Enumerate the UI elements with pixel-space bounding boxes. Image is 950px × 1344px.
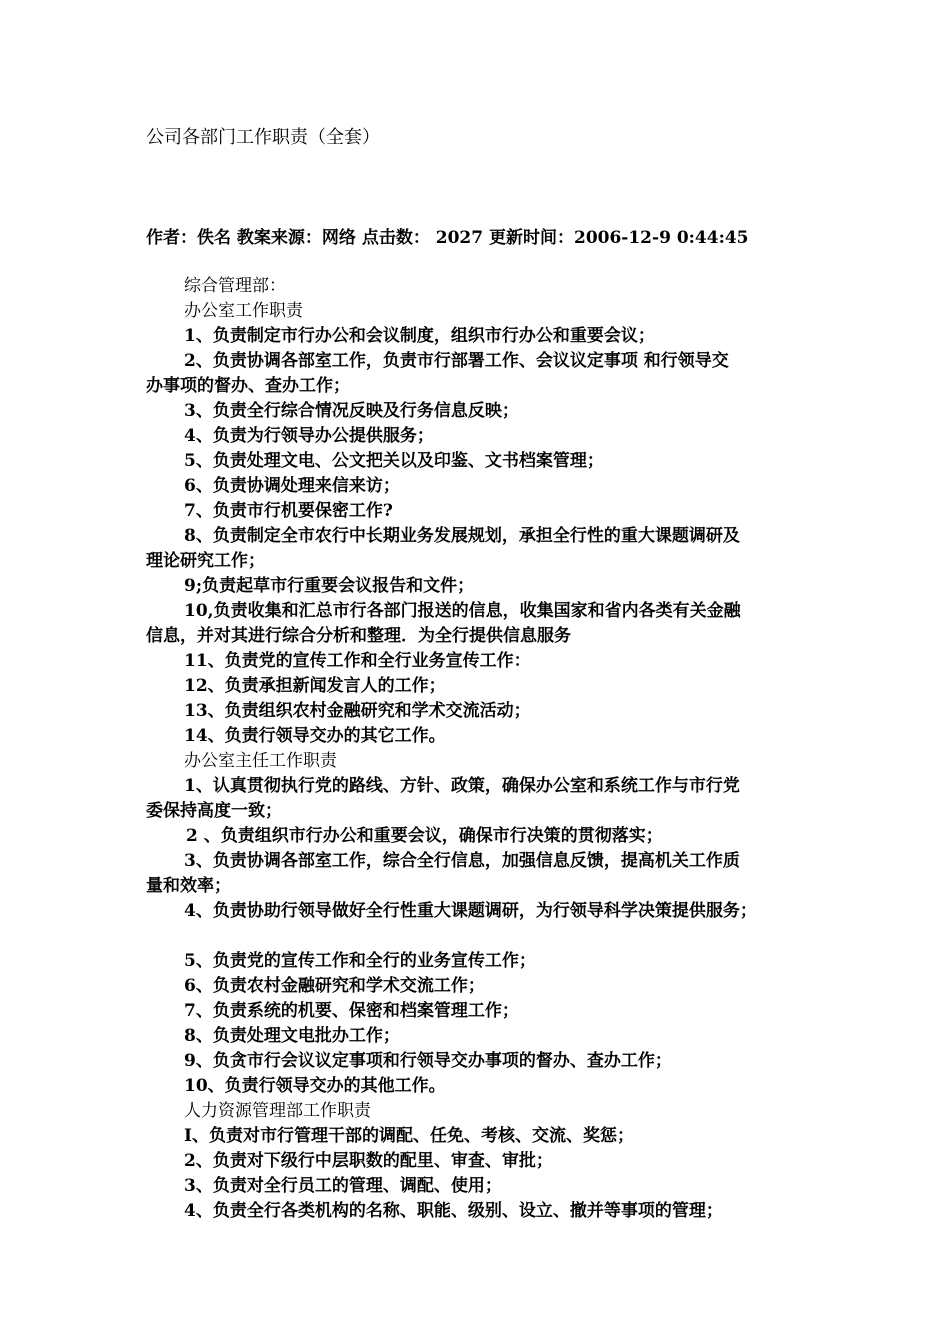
subsection-heading: 办公室工作职责	[184, 301, 303, 321]
list-item-continuation: 量和效率；	[146, 876, 231, 896]
list-item: 9;负责起草市行重要会议报告和文件；	[184, 576, 475, 596]
list-item: 5、负责处理文电、公文把关以及印鉴、文书档案管理；	[184, 451, 604, 471]
list-item: 8、负责处理文电批办工作；	[184, 1026, 400, 1046]
list-item: 1、认真贯彻执行党的路线、方针、政策，确保办公室和系统工作与市行党	[184, 776, 740, 796]
list-item-continuation: 理论研究工作；	[146, 551, 265, 571]
list-item: 7、负责系统的机要、保密和档案管理工作；	[184, 1001, 519, 1021]
list-item-continuation: 办事项的督办、查办工作；	[146, 376, 350, 396]
list-item: 12、负责承担新闻发言人的工作；	[184, 676, 446, 696]
list-item: 5、负责党的宣传工作和全行的业务宣传工作；	[184, 951, 536, 971]
list-item: 4、负责全行各类机构的名称、职能、级别、设立、撤并等事项的管理；	[184, 1201, 723, 1221]
list-item: 1、负责制定市行办公和会议制度，组织市行办公和重要会议；	[184, 326, 655, 346]
list-item: 2、负责对下级行中层职数的配里、审查、审批；	[184, 1151, 553, 1171]
list-item: 13、负责组织农村金融研究和学术交流活动；	[184, 701, 531, 721]
list-item-continuation: 信息，并对其进行综合分析和整理．为全行提供信息服务	[146, 626, 571, 646]
list-item: 3、负责全行综合情况反映及行务信息反映；	[184, 401, 519, 421]
list-item: 3、负责协调各部室工作，综合全行信息，加强信息反馈，提高机关工作质	[184, 851, 740, 871]
subsection-heading: 办公室主任工作职责	[184, 751, 337, 771]
list-item: 6、负责农村金融研究和学术交流工作；	[184, 976, 485, 996]
section-heading: 综合管理部：	[184, 276, 286, 296]
list-item-continuation: 委保持高度一致；	[146, 801, 282, 821]
subsection-heading: 人力资源管理部工作职责	[184, 1101, 371, 1121]
list-item: 11、负责党的宣传工作和全行业务宣传工作：	[184, 651, 531, 671]
list-item: 7、负责市行机要保密工作?	[184, 501, 393, 521]
list-item: 8、负责制定全市农行中长期业务发展规划，承担全行性的重大课题调研及	[184, 526, 740, 546]
list-item: 2、负责协调各部室工作，负责市行部署工作、会议议定事项 和行领导交	[184, 351, 729, 371]
list-item: 10,负责收集和汇总市行各部门报送的信息，收集国家和省内各类有关金融	[184, 601, 741, 621]
list-item: 2 、负责组织市行办公和重要会议，确保市行决策的贯彻落实；	[186, 826, 663, 846]
list-item: 4、负责为行领导办公提供服务；	[184, 426, 434, 446]
document-meta: 作者：佚名 教案来源：网络 点击数： 2027 更新时间：2006-12-9 0:44:45	[146, 228, 749, 248]
document-body	[146, 274, 826, 1224]
list-item: 14、负责行领导交办的其它工作。	[184, 726, 446, 746]
list-item: 3、负责对全行员工的管理、调配、使用；	[184, 1176, 502, 1196]
list-item: 6、负责协调处理来信来访；	[184, 476, 400, 496]
blank-line	[146, 924, 826, 949]
list-item: 9、负贪市行会议议定事项和行领导交办事项的督办、查办工作；	[184, 1051, 672, 1071]
list-item: 10、负责行领导交办的其他工作。	[184, 1076, 446, 1096]
document-title: 公司各部门工作职责（全套）	[146, 127, 380, 148]
list-item: 4、负责协助行领导做好全行性重大课题调研，为行领导科学决策提供服务；	[184, 901, 757, 921]
list-item: I、负责对市行管理干部的调配、任免、考核、交流、奖惩；	[184, 1126, 634, 1146]
